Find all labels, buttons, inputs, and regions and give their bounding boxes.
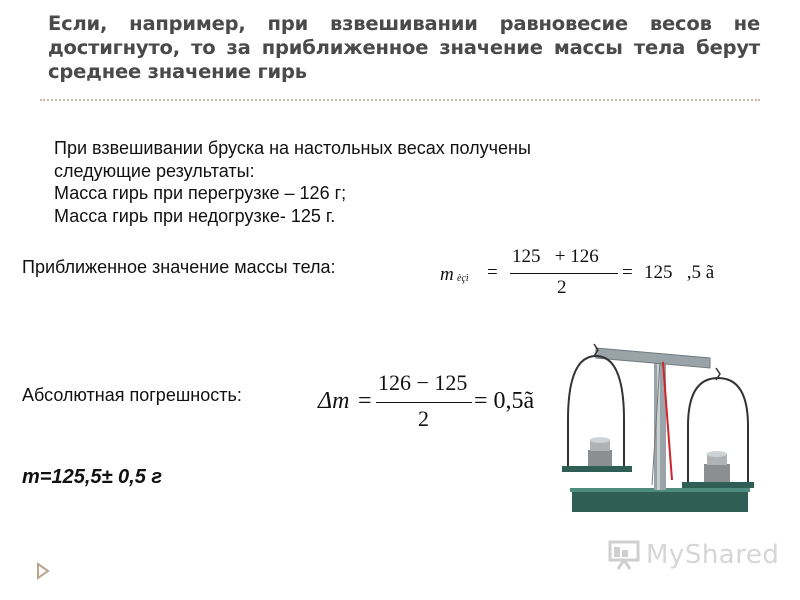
final-result: m=125,5± 0,5 г	[22, 466, 163, 488]
fraction-bar	[376, 402, 472, 403]
chevron-right-icon	[36, 562, 50, 580]
intro-text	[54, 137, 694, 227]
slide-title: Если, например, при взвешивании равновесие весов не достигнуто, то за приближенное значение массы тела берут среднее значение гирь	[48, 12, 760, 83]
title-divider	[40, 99, 760, 101]
approx-mass-formula	[430, 242, 730, 304]
intro-line: Масса гирь при перегрузке – 126 г;	[54, 183, 347, 203]
formula-result: 125 ,5 ã	[644, 262, 715, 283]
formula-symbol: m	[440, 264, 454, 285]
projector-screen-icon	[608, 538, 642, 570]
formula-denominator: 2	[418, 406, 429, 431]
watermark	[608, 538, 780, 572]
formula-equals: =	[487, 262, 498, 283]
approx-value-label: Приближенное значение массы тела:	[22, 257, 336, 277]
formula-equals-2: =	[622, 262, 633, 283]
formula-result: = 0,5ã	[474, 388, 535, 414]
balance-scale-icon	[560, 340, 760, 520]
formula-equals: =	[358, 388, 372, 414]
intro-line: Масса гирь при недогрузке- 125 г.	[54, 205, 336, 226]
formula-numerator: 125 + 126	[512, 246, 599, 267]
formula-subscript: èçì	[457, 273, 469, 284]
formula-numerator: 126 − 125	[378, 370, 468, 395]
formula-denominator: 2	[557, 277, 567, 298]
intro-line: При взвешивании бруска на настольных весах получены	[54, 138, 531, 158]
abs-error-formula	[318, 368, 548, 434]
watermark-text: MyShared	[646, 540, 780, 570]
intro-line: следующие результаты:	[54, 160, 255, 181]
fraction-bar	[510, 273, 618, 274]
abs-error-label: Абсолютная погрешность:	[22, 385, 242, 405]
formula-symbol: Δm	[318, 388, 350, 414]
